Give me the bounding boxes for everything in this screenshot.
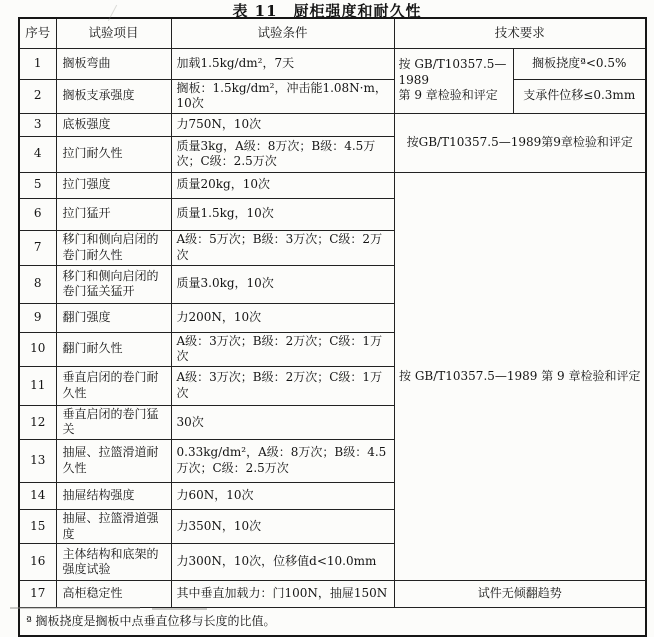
cell-condition: 质量20kg，10次 — [171, 172, 394, 198]
cell-item: 翻门耐久性 — [56, 332, 171, 366]
req-gb-rows-1-2 — [394, 48, 513, 113]
cell-item: 拉门强度 — [56, 172, 171, 198]
cell-item: 垂直启闭的卷门猛关 — [56, 405, 171, 439]
cell-item: 移门和侧向启闭的卷门猛关猛开 — [56, 265, 171, 303]
cell-condition: 加载1.5kg/dm²，7天 — [171, 48, 394, 79]
cell-no: 4 — [19, 136, 56, 172]
table-row — [19, 581, 646, 608]
cell-condition: 其中垂直加载力：门100N，抽屉150N — [171, 581, 394, 608]
cell-condition: 30次 — [171, 405, 394, 439]
cell-no: 1 — [19, 48, 56, 79]
cell-no: 9 — [19, 303, 56, 332]
cell-condition: 质量3kg，A级：8万次；B级：4.5万次；C级：2.5万次 — [171, 136, 394, 172]
cell-no: 2 — [19, 79, 56, 113]
cell-item: 主体结构和底架的强度试验 — [56, 544, 171, 581]
cell-no: 5 — [19, 172, 56, 198]
cell-condition: 力60N，10次 — [171, 483, 394, 510]
cell-item: 拉门猛开 — [56, 198, 171, 230]
table-row — [19, 172, 646, 198]
cell-condition: 力750N，10次 — [171, 113, 394, 136]
cell-no: 16 — [19, 544, 56, 581]
cell-no: 14 — [19, 483, 56, 510]
cell-item: 搁板支承强度 — [56, 79, 171, 113]
table-row — [19, 48, 646, 79]
data-table — [18, 17, 647, 637]
req-row-17: 试件无倾翻趋势 — [394, 581, 646, 608]
table-row — [19, 113, 646, 136]
table-header-row — [19, 18, 646, 48]
cell-item: 高柜稳定性 — [56, 581, 171, 608]
cell-condition: 搁板：1.5kg/dm²，冲击能1.08N·m，10次 — [171, 79, 394, 113]
cell-condition: A级：3万次；B级：2万次；C级：1万次 — [171, 366, 394, 405]
cell-no: 17 — [19, 581, 56, 608]
cell-condition: A级：5万次；B级：3万次；C级：2万次 — [171, 230, 394, 265]
cell-no: 11 — [19, 366, 56, 405]
cell-item: 搁板弯曲 — [56, 48, 171, 79]
cell-condition: 力350N，10次 — [171, 510, 394, 544]
header-cell-no: 序号 — [19, 18, 56, 48]
cell-item: 移门和侧向启闭的卷门耐久性 — [56, 230, 171, 265]
req-gb-line2: 第 9 章检验和评定 — [398, 88, 498, 103]
cell-no: 7 — [19, 230, 56, 265]
cell-item: 底板强度 — [56, 113, 171, 136]
req-row-1: 搁板挠度ª<0.5% — [513, 48, 646, 79]
cell-no: 13 — [19, 440, 56, 483]
cell-no: 3 — [19, 113, 56, 136]
cell-item: 拉门耐久性 — [56, 136, 171, 172]
cell-item: 抽屉结构强度 — [56, 483, 171, 510]
cell-no: 6 — [19, 198, 56, 230]
cell-item: 垂直启闭的卷门耐久性 — [56, 366, 171, 405]
cell-no: 10 — [19, 332, 56, 366]
cell-no: 8 — [19, 265, 56, 303]
cell-item: 抽屉、拉篮滑道耐久性 — [56, 440, 171, 483]
req-gb-rows-5-16: 按 GB/T10357.5—1989 第 9 章检验和评定 — [394, 172, 646, 581]
req-row-2: 支承件位移≤0.3mm — [513, 79, 646, 113]
cell-condition: 0.33kg/dm²，A级：8万次；B级：4.5 万次；C级：2.5万次 — [171, 440, 394, 483]
cell-item: 抽屉、拉篮滑道强度 — [56, 510, 171, 544]
header-cell-condition: 试验条件 — [171, 18, 394, 48]
table-row — [19, 79, 646, 113]
page-title: 表 11 厨柜强度和耐久性 — [232, 2, 422, 20]
req-gb-line1: 按 GB/T10357.5—1989 — [398, 57, 507, 87]
table-footnote: ª 搁板挠度是搁板中点垂直位移与长度的比值。 — [19, 608, 646, 636]
cell-condition: 质量1.5kg，10次 — [171, 198, 394, 230]
cell-condition: 质量3.0kg，10次 — [171, 265, 394, 303]
req-gb-rows-3-4: 按GB/T10357.5—1989第9章检验和评定 — [394, 113, 646, 172]
header-cell-item: 试验项目 — [56, 18, 171, 48]
header-cell-requirement: 技术要求 — [394, 18, 646, 48]
cell-condition: 力300N，10次，位移值d<10.0mm — [171, 544, 394, 581]
cell-no: 12 — [19, 405, 56, 439]
cell-item: 翻门强度 — [56, 303, 171, 332]
cell-condition: A级：3万次；B级：2万次；C级：1万次 — [171, 332, 394, 366]
cell-condition: 力200N，10次 — [171, 303, 394, 332]
cell-no: 15 — [19, 510, 56, 544]
